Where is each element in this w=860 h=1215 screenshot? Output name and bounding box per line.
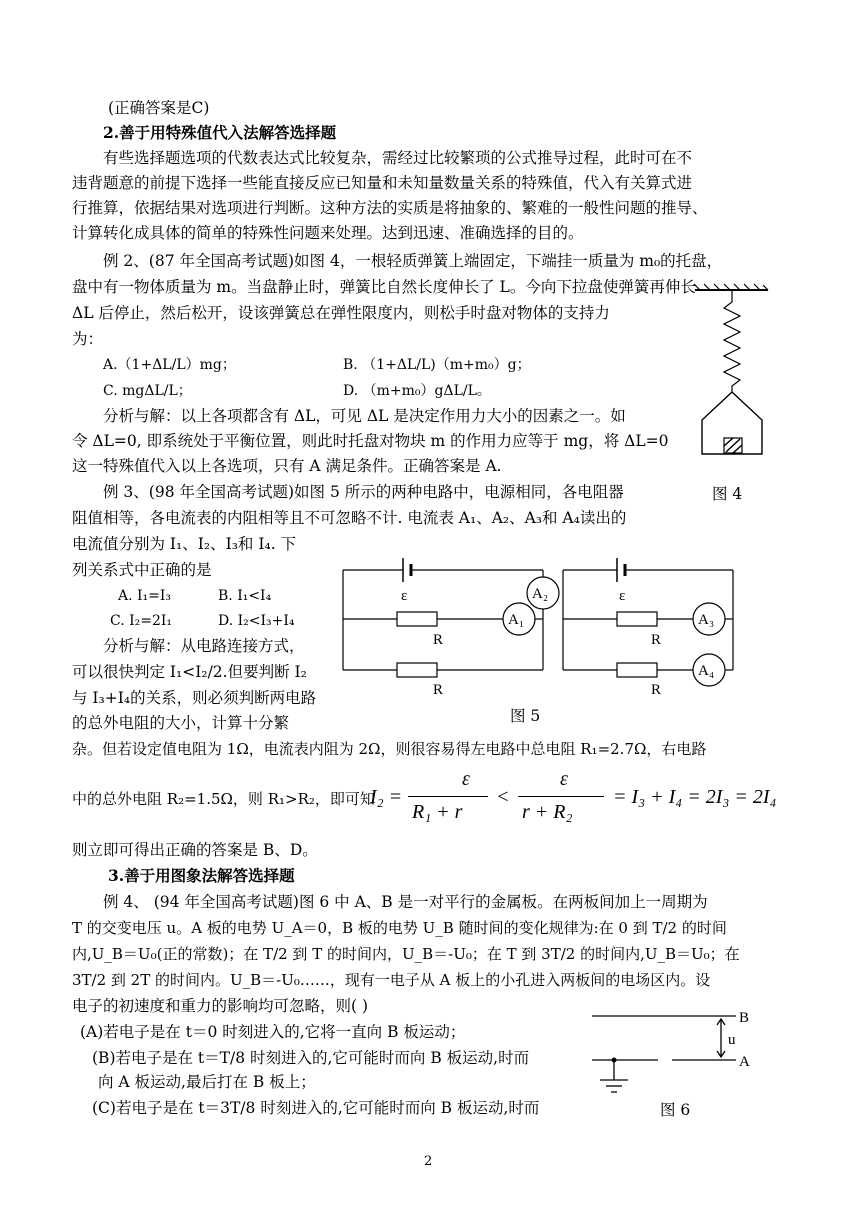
example-3-line: 电流值分别为 I₁、I₂、I₃和 I₄. 下 — [72, 535, 297, 553]
choice-b-cont: 向 A 板运动,最后打在 B 板上； — [98, 1073, 316, 1091]
voltage-label: u — [728, 1032, 736, 1048]
less-than-sign: < — [496, 786, 510, 808]
figure-4-caption: 图 4 — [712, 485, 743, 503]
plate-b-label: B — [739, 1010, 750, 1026]
page-number: 2 — [424, 1154, 433, 1169]
emf-label: ε — [619, 588, 626, 604]
choice-b: (B)若电子是在 t＝T/8 时刻进入的,它可能时而向 B 板运动,时而 — [92, 1049, 530, 1067]
fraction-2-denominator: r + R₂ — [522, 801, 573, 823]
example-2-line: 盘中有一物体质量为 m。当盘静止时，弹簧比自然长度伸长了 L。今向下拉盘使弹簧再伸长 — [72, 278, 696, 296]
fraction-bar — [408, 796, 488, 797]
analysis-line: 中的总外电阻 R₂=1.5Ω，则 R₁>R₂，即可知 — [72, 790, 375, 808]
ammeter-a4-label: A₄ — [698, 663, 715, 679]
figure-6-caption: 图 6 — [660, 1101, 691, 1119]
equation-rhs: = I₃ + I₄ = 2I₃ = 2I₄ — [613, 786, 777, 808]
analysis-line: 杂。但若设定值电阻为 1Ω，电流表内阻为 2Ω，则很容易得左电路中总电阻 R₁=2.7Ω，右电路 — [72, 740, 707, 758]
analysis-line: 分析与解：从电路连接方式， — [103, 637, 305, 655]
section-heading-3: 3.善于用图象法解答选择题 — [108, 866, 295, 885]
ammeter-a2-label: A₂ — [532, 586, 549, 602]
answer-note: (正确答案是C) — [108, 99, 210, 117]
example-2-line: ΔL 后停止，然后松开，设该弹簧总在弹性限度内，则松手时盘对物体的支持力 — [72, 304, 610, 322]
plate-a-label: A — [739, 1054, 750, 1070]
example-4-line: 例 4、 (94 年全国高考试题)图 6 中 A、B 是一对平行的金属板。在两板间加上一周期为 — [103, 893, 708, 911]
conclusion-line: 则立即可得出正确的答案是 B、D。 — [72, 841, 318, 859]
figure-5-circuits — [335, 548, 805, 698]
analysis-line: 可以很快判定 I₁<I₂/2.但要判断 I₂ — [72, 663, 307, 681]
paragraph-line: 行推算，依据结果对选项进行判断。这种方法的实质是将抽象的、繁难的一般性问题的推导、 — [72, 199, 708, 217]
option-d: D. （m+m₀）gΔL/L。 — [343, 383, 491, 399]
fraction-bar — [518, 796, 604, 797]
figure-4-spring — [690, 282, 770, 472]
option-a: A. I₁=I₃ — [118, 588, 172, 604]
option-d: D. I₂<I₃+I₄ — [218, 613, 295, 629]
option-b: B. （1+ΔL/L)（m+m₀）g； — [343, 357, 531, 373]
option-a: A.（1+ΔL/L）mg； — [103, 357, 236, 373]
paragraph-line: 计算转化成具体的简单的特殊性问题来处理。达到迅速、准确选择的目的。 — [72, 224, 584, 242]
resistor-label: R — [433, 632, 444, 648]
section-heading-2: 2.善于用特殊值代入法解答选择题 — [103, 123, 337, 142]
example-4-line: T 的交变电压 u。A 板的电势 U_A＝0，B 板的电势 U_B 随时间的变化规律为:在 0 到 T/2 的时间 — [72, 919, 727, 937]
analysis-line: 令 ΔL=0, 即系统处于平衡位置，则此时托盘对物块 m 的作用力应等于 mg，将 ΔL=0 — [72, 432, 669, 450]
example-4-line: 3T/2 到 2T 的时间内。U_B＝-U₀……，现有一电子从 A 板上的小孔进入两板间的电场区内。设 — [72, 971, 711, 989]
emf-label: ε — [401, 588, 408, 604]
resistor-label: R — [651, 682, 662, 698]
choice-c: (C)若电子是在 t＝3T/8 时刻进入的,它可能时而向 B 板运动,时而 — [92, 1099, 540, 1117]
example-3-line: 列关系式中正确的是 — [72, 561, 212, 579]
option-b: B. I₁<I₄ — [218, 588, 272, 604]
analysis-line: 分析与解：以上各项都含有 ΔL，可见 ΔL 是决定作用力大小的因素之一。如 — [103, 407, 626, 425]
fraction-1-denominator: R₁ + r — [412, 801, 463, 823]
option-c: C. I₂=2I₁ — [110, 613, 173, 629]
analysis-line: 这一特殊值代入以上各选项，只有 A 满足条件。正确答案是 A. — [72, 457, 502, 475]
equation — [370, 768, 777, 830]
ammeter-a1-label: A₁ — [508, 612, 525, 628]
resistor-label: R — [433, 682, 444, 698]
example-4-line: 电子的初速度和重力的影响均可忽略，则( ) — [72, 997, 369, 1015]
example-3-line: 例 3、(98 年全国高考试题)如图 5 所示的两种电路中，电源相同，各电阻器 — [103, 483, 624, 501]
fraction-2-numerator: ε — [560, 768, 568, 790]
example-3-line: 阻值相等，各电流表的内阻相等且不可忽略不计. 电流表 A₁、A₂、A₃和 A₄读出的 — [72, 509, 627, 527]
paragraph-line: 违背题意的前提下选择一些能直接反应已知量和未知量数量关系的特殊值，代入有关算式进 — [72, 174, 693, 192]
paragraph-line: 有些选择题选项的代数表达式比较复杂，需经过比较繁琐的公式推导过程，此时可在不 — [103, 149, 693, 167]
figure-5-caption: 图 5 — [510, 707, 541, 725]
analysis-line: 的总外电阻的大小，计算十分繁 — [72, 714, 290, 732]
resistor-label: R — [651, 632, 662, 648]
fraction-1-numerator: ε — [462, 768, 470, 790]
example-2-line: 例 2、(87 年全国高考试题)如图 4，一根轻质弹簧上端固定，下端挂一质量为 m₀的托盘， — [103, 252, 723, 270]
example-2-line: 为： — [72, 330, 104, 348]
equation-lhs: I₂ = — [370, 786, 403, 808]
analysis-line: 与 I₃+I₄的关系，则必须判断两电路 — [72, 689, 317, 707]
choice-a: (A)若电子是在 t＝0 时刻进入的,它将一直向 B 板运动； — [80, 1023, 466, 1041]
figure-6-plates — [586, 1008, 756, 1103]
ammeter-a3-label: A₃ — [698, 612, 715, 628]
option-c: C. mgΔL/L； — [103, 383, 192, 399]
example-4-line: 内,U_B＝U₀(正的常数)；在 T/2 到 T 的时间内，U_B＝-U₀；在 T 到 3T/2 的时间内,U_B＝U₀；在 — [72, 945, 740, 963]
